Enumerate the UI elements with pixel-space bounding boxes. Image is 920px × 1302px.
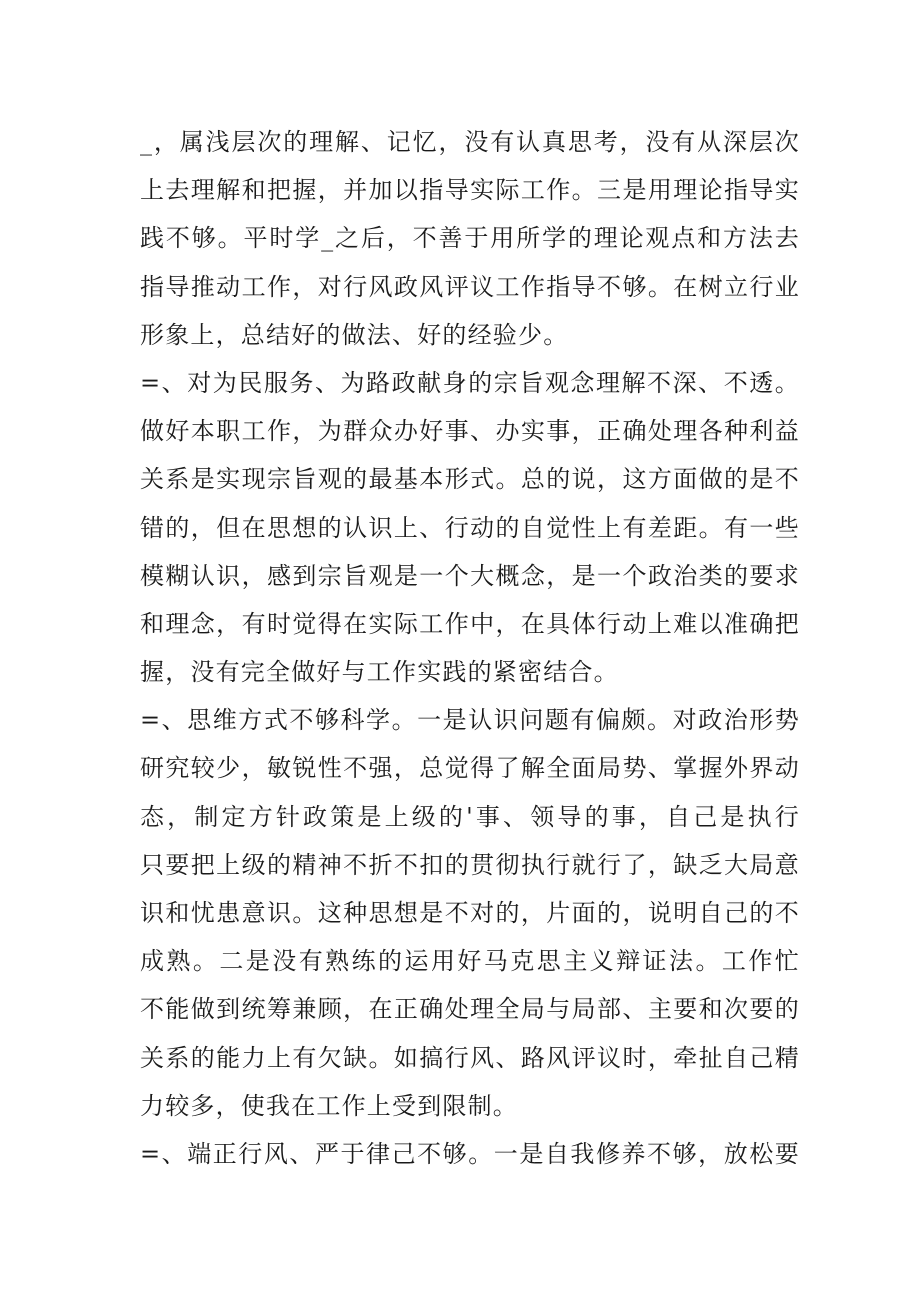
text-line: =、端正行风、严于律己不够。一是自我修养不够，放松要 (140, 1139, 800, 1168)
text-line: 模糊认识，感到宗旨观是一个大概念，是一个政治类的要求 (140, 561, 800, 590)
text-line: 力较多，使我在工作上受到限制。 (140, 1091, 518, 1120)
text-line: =、思维方式不够科学。一是认识问题有偏颇。对政治形势 (140, 706, 800, 735)
text-line: 识和忧患意识。这种思想是不对的，片面的，说明自己的不 (140, 899, 800, 927)
text-line: 只要把上级的精神不折不扣的贯彻执行就行了，缺乏大局意 (140, 850, 800, 879)
text-line: 形象上，总结好的做法、好的经验少。 (140, 320, 569, 349)
text-line: 不能做到统筹兼顾，在正确处理全局与局部、主要和次要的 (140, 995, 800, 1024)
text-line: 错的，但在思想的认识上、行动的自觉性上有差距。有一些 (140, 513, 800, 542)
text-line: 成熟。二是没有熟练的运用好马克思主义辩证法。工作忙 (140, 947, 800, 976)
text-line: _，属浅层次的理解、记忆，没有认真思考，没有从深层次 (140, 128, 800, 156)
text-line: 指导推动工作，对行风政风评议工作指导不够。在树立行业 (140, 272, 800, 301)
document-body (140, 118, 800, 1178)
text-line: 态，制定方针政策是上级的'事、领导的事，自己是执行 (140, 802, 800, 831)
text-line: 关系是实现宗旨观的最基本形式。总的说，这方面做的是不 (140, 465, 800, 494)
text-line: 上去理解和把握，并加以指导实际工作。三是用理论指导实 (140, 176, 800, 205)
text-line: 关系的能力上有欠缺。如搞行风、路风评议时，牵扯自己精 (140, 1043, 800, 1072)
text-line: =、对为民服务、为路政献身的宗旨观念理解不深、不透。 (140, 368, 800, 397)
text-line: 研究较少，敏锐性不强，总觉得了解全面局势、掌握外界动 (140, 754, 800, 783)
document-page (140, 118, 800, 1178)
text-line: 践不够。平时学_之后，不善于用所学的理论观点和方法去 (140, 224, 800, 253)
text-line: 握，没有完全做好与工作实践的紧密结合。 (140, 658, 619, 687)
text-line: 和理念，有时觉得在实际工作中，在具体行动上难以准确把 (140, 609, 800, 638)
text-line: 做好本职工作，为群众办好事、办实事，正确处理各种利益 (140, 417, 800, 446)
